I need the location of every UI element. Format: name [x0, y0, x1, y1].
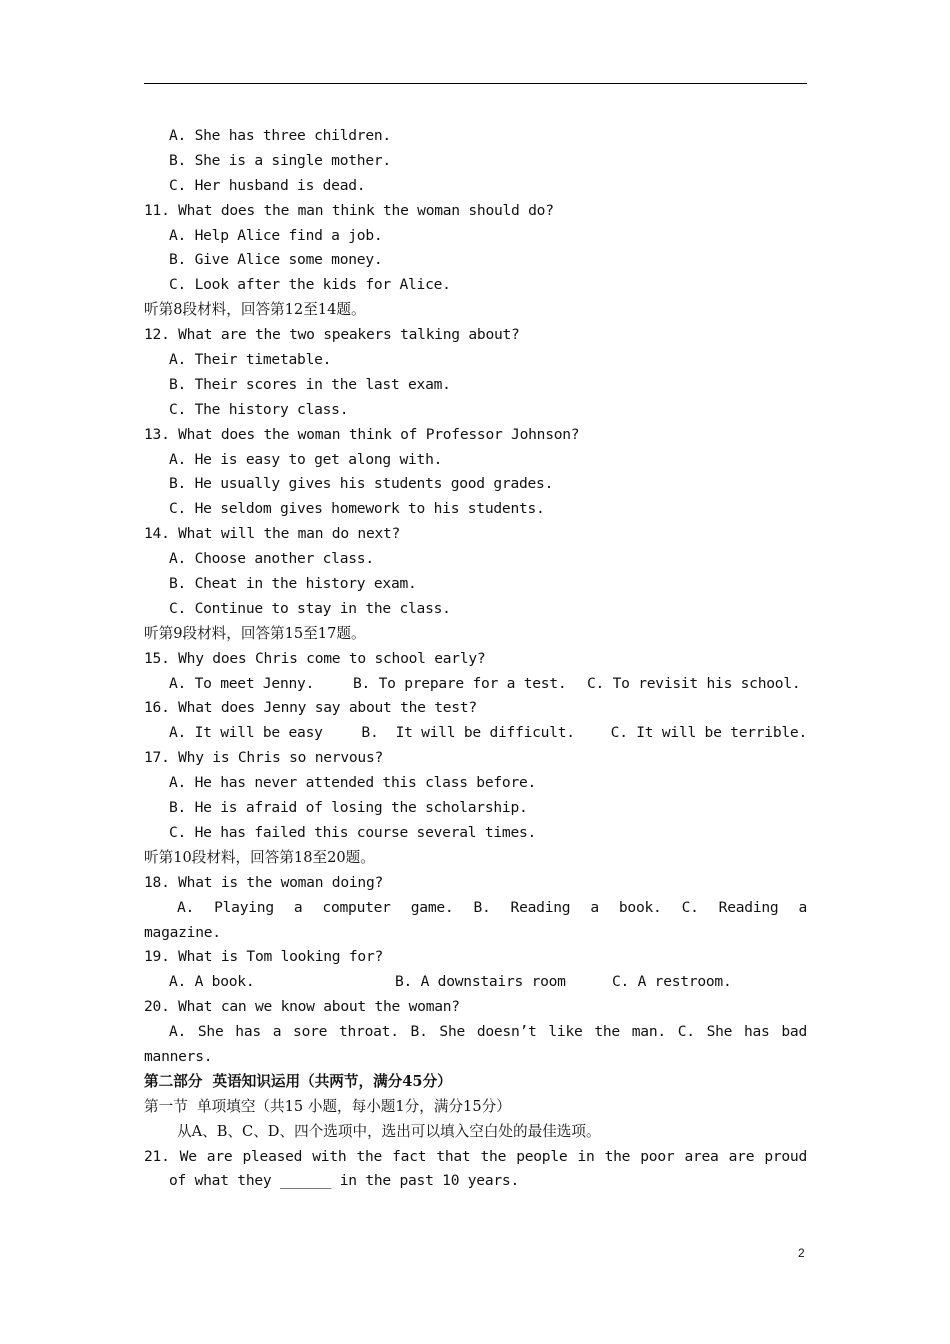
- q18-options: A. Playing a computer game. B. Reading a book. C. Reading a magazine.: [144, 898, 807, 941]
- q15-option-c: C. To revisit his school.: [587, 674, 801, 692]
- q19-option-a: A. A book.: [169, 973, 255, 991]
- q15-option-a: A. To meet Jenny.: [169, 674, 315, 692]
- q15-stem: 15. Why does Chris come to school early?: [144, 649, 486, 667]
- q21-stem: 21. We are pleased with the fact that the people in the poor area are proud of what they ______ in the past 10 years.: [144, 1147, 807, 1190]
- q19-option-b: B. A downstairs room: [395, 973, 566, 991]
- q11-option-a: A. Help Alice find a job.: [169, 226, 383, 244]
- q19-stem: 19. What is Tom looking for?: [144, 948, 384, 966]
- q12-stem: 12. What are the two speakers talking about?: [144, 326, 520, 344]
- q11-stem: 11. What does the man think the woman should do?: [144, 201, 554, 219]
- q13-stem: 13. What does the woman think of Professor Johnson?: [144, 425, 580, 443]
- q20-stem: 20. What can we know about the woman?: [144, 998, 460, 1016]
- q13-option-c: C. He seldom gives homework to his students.: [169, 500, 545, 518]
- q17-option-b: B. He is afraid of losing the scholarship.: [169, 799, 528, 817]
- q16-options: [144, 721, 807, 746]
- q19-option-c: C. A restroom.: [612, 973, 732, 991]
- q13-option-a: A. He is easy to get along with.: [169, 450, 443, 468]
- q12-option-b: B. Their scores in the last exam.: [169, 375, 451, 393]
- q13-option-b: B. He usually gives his students good grades.: [169, 475, 554, 493]
- q10-option-a: A. She has three children.: [169, 127, 391, 144]
- q16-option-c: C. It will be terrible.: [610, 724, 807, 742]
- q19-options: [144, 970, 807, 995]
- q18-stem: 18. What is the woman doing?: [144, 873, 384, 891]
- q11-option-c: C. Look after the kids for Alice.: [169, 276, 451, 294]
- page-content: [144, 124, 807, 1194]
- q15-option-b: B. To prepare for a test.: [353, 674, 567, 692]
- q14-option-a: A. Choose another class.: [169, 550, 374, 568]
- section-9-heading: 听第9段材料，回答第15至17题。: [144, 624, 366, 642]
- q12-option-a: A. Their timetable.: [169, 351, 332, 369]
- page-number: 2: [798, 1246, 805, 1260]
- q17-option-c: C. He has failed this course several times.: [169, 823, 537, 841]
- section-8-heading: 听第8段材料，回答第12至14题。: [144, 301, 366, 319]
- q16-stem: 16. What does Jenny say about the test?: [144, 699, 477, 717]
- section-10-heading: 听第10段材料，回答第18至20题。: [144, 848, 375, 866]
- q14-option-b: B. Cheat in the history exam.: [169, 575, 417, 593]
- q17-option-a: A. He has never attended this class before.: [169, 774, 537, 792]
- part-2-instruction: 从A、B、C、D、四个选项中，选出可以填入空白处的最佳选项。: [177, 1122, 601, 1140]
- part-2-section-1-title: 第一节 单项填空（共15 小题，每小题1分，满分15分）: [144, 1097, 511, 1115]
- q12-option-c: C. The history class.: [169, 400, 349, 418]
- q17-stem: 17. Why is Chris so nervous?: [144, 749, 384, 767]
- q20-options: A. She has a sore throat. B. She doesn’t like the man. C. She has bad manners.: [144, 1023, 807, 1065]
- q16-option-a: A. It will be easy: [169, 724, 323, 742]
- part-2-title: 第二部分 英语知识运用（共两节，满分45分）: [144, 1072, 452, 1090]
- q10-option-b: B. She is a single mother.: [169, 151, 391, 169]
- q10-option-c: C. Her husband is dead.: [169, 176, 366, 194]
- q11-option-b: B. Give Alice some money.: [169, 251, 383, 269]
- q15-options: [144, 672, 807, 697]
- q14-stem: 14. What will the man do next?: [144, 525, 401, 543]
- header-rule: [144, 83, 807, 84]
- q14-option-c: C. Continue to stay in the class.: [169, 599, 451, 617]
- q16-option-b: B. It will be difficult.: [361, 724, 575, 742]
